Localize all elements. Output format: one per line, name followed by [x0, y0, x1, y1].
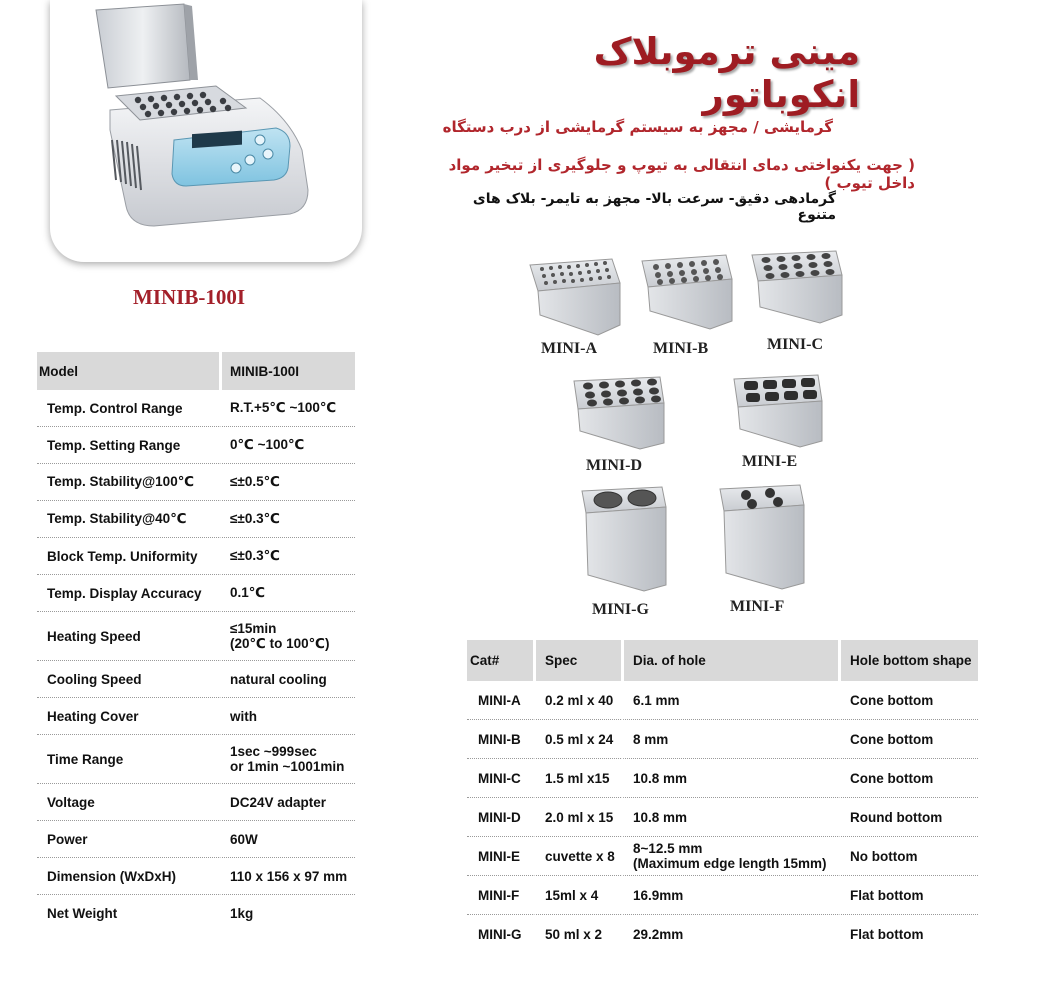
cat-bottom-shape: Round bottom: [838, 798, 978, 837]
table-row: [37, 661, 355, 698]
spec-label: Dimension (WxDxH): [37, 858, 219, 895]
cat-number: MINI-C: [467, 759, 533, 798]
cat-bottom-shape: Cone bottom: [838, 681, 978, 720]
cat-spec: 0.2 ml x 40: [533, 681, 621, 720]
table-row: [37, 858, 355, 895]
spec-value: 1kg: [219, 895, 355, 931]
spec-value-line: 1sec ~999sec: [230, 744, 317, 759]
cat-spec: 15ml x 4: [533, 876, 621, 915]
feature-line-3: گرمادهی دقیق- سرعت بالا- مجهز به تایمر- بلاک های متنوع: [472, 191, 836, 223]
spec-label: Temp. Stability@100℃: [37, 464, 219, 501]
catalog-table: [467, 640, 978, 953]
header-cell: Hole bottom shape: [838, 640, 978, 681]
table-row: [37, 735, 355, 784]
cat-bottom-shape: Cone bottom: [838, 720, 978, 759]
header-cell: MINIB-100I: [219, 352, 355, 390]
table-row: [37, 612, 355, 661]
spec-value: [219, 735, 355, 784]
table-row: [37, 895, 355, 931]
spec-label: Temp. Setting Range: [37, 427, 219, 464]
product-photo: [50, 0, 362, 262]
header-cell: Cat#: [467, 640, 533, 681]
block-mini-g: [582, 487, 666, 591]
spec-value: 60W: [219, 821, 355, 858]
cat-hole-diameter: [621, 837, 838, 876]
header-cell: Spec: [533, 640, 621, 681]
table-row: [467, 798, 978, 837]
block-mini-d: [574, 377, 664, 449]
cat-bottom-shape: Flat bottom: [838, 876, 978, 915]
cat-number: MINI-D: [467, 798, 533, 837]
table-row: [37, 821, 355, 858]
block-label-mini-b: MINI-B: [653, 340, 709, 357]
table-header-row: [37, 352, 355, 390]
cat-spec: 50 ml x 2: [533, 915, 621, 953]
block-label-mini-d: MINI-D: [586, 457, 642, 474]
spec-label: Heating Cover: [37, 698, 219, 735]
spec-value: with: [219, 698, 355, 735]
page-title: مینی ترموبلاک انکوباتور: [593, 30, 860, 116]
block-label-mini-a: MINI-A: [541, 340, 597, 357]
feature-line-1: گرمایشی / مجهز به سیستم گرمایشی از درب دستگاه: [442, 118, 833, 136]
cat-hole-diameter: 6.1 mm: [621, 681, 838, 720]
block-label-mini-f: MINI-F: [730, 598, 785, 615]
block-mini-e: [734, 375, 822, 447]
specification-table: [37, 352, 355, 931]
spec-value: R.T.+5℃ ~100℃: [219, 390, 355, 427]
spec-label: Net Weight: [47, 905, 118, 921]
table-row: [37, 575, 355, 612]
cat-number: MINI-A: [467, 681, 533, 720]
table-row: [37, 784, 355, 821]
cat-number: MINI-F: [467, 876, 533, 915]
header-cell: Dia. of hole: [621, 640, 838, 681]
table-row: [467, 876, 978, 915]
table-row: [37, 698, 355, 735]
block-label-mini-c: MINI-C: [767, 336, 823, 353]
block-mini-f: [720, 485, 804, 589]
product-model-caption: MINIB-100I: [133, 285, 246, 309]
cat-hole-diameter: 29.2mm: [621, 915, 838, 953]
feature-line-2: ( جهت یکنواختی دمای انتقالی به تیوپ و جلوگیری از تبخیر مواد داخل تیوب ): [448, 156, 915, 192]
cat-hole-diameter: 16.9mm: [621, 876, 838, 915]
thermoblock-device-image: [50, 0, 362, 262]
header-cell: Model: [37, 352, 219, 390]
cat-bottom-shape: Flat bottom: [838, 915, 978, 953]
spec-label: Temp. Control Range: [37, 390, 219, 427]
spec-value: ≤±0.3℃: [219, 501, 355, 538]
cat-spec: cuvette x 8: [533, 837, 621, 876]
table-row: [467, 915, 978, 953]
spec-label: Block Temp. Uniformity: [37, 538, 219, 575]
table-row: [467, 720, 978, 759]
block-mini-c: [752, 251, 842, 323]
spec-label: Heating Speed: [37, 612, 219, 661]
spec-label: Temp. Display Accuracy: [37, 575, 219, 612]
table-row: [37, 538, 355, 575]
spec-value-line: ≤15min: [230, 620, 277, 636]
spec-value-line: or 1min ~1001min: [230, 759, 345, 774]
table-row: [467, 681, 978, 720]
spec-label: Voltage: [37, 784, 219, 821]
spec-value: ≤±0.5℃: [219, 464, 355, 501]
table-row: [467, 759, 978, 798]
cat-bottom-shape: No bottom: [838, 837, 978, 876]
table-row: [467, 837, 978, 876]
spec-value: 110 x 156 x 97 mm: [219, 858, 355, 895]
cat-hole-line: 8~12.5 mm: [633, 841, 703, 856]
cat-hole-diameter: 10.8 mm: [621, 759, 838, 798]
cat-number: MINI-G: [478, 926, 522, 942]
table-row: [37, 501, 355, 538]
heating-blocks-gallery: [520, 245, 860, 625]
cat-spec: 2.0 ml x 15: [533, 798, 621, 837]
block-label-mini-e: MINI-E: [742, 453, 798, 470]
spec-value: natural cooling: [219, 661, 355, 698]
spec-value: 0.1℃: [219, 575, 355, 612]
table-row: [37, 390, 355, 427]
spec-label: Temp. Stability@40℃: [37, 501, 219, 538]
cat-hole-diameter: 8 mm: [621, 720, 838, 759]
spec-value: ≤±0.3℃: [219, 538, 355, 575]
spec-value: [219, 612, 355, 661]
spec-value-line: (20℃ to 100℃): [230, 635, 330, 651]
cat-number: MINI-E: [467, 837, 533, 876]
cat-spec: 0.5 ml x 24: [533, 720, 621, 759]
heating-blocks-image: [520, 245, 860, 625]
cat-hole-diameter: 10.8 mm: [621, 798, 838, 837]
block-mini-b: [642, 255, 732, 329]
cat-hole-line: (Maximum edge length 15mm): [633, 856, 827, 871]
spec-label: Time Range: [37, 735, 219, 784]
spec-value: 0℃ ~100℃: [219, 427, 355, 464]
block-mini-a: [530, 259, 620, 335]
table-row: [37, 464, 355, 501]
block-label-mini-g: MINI-G: [592, 601, 649, 618]
table-header-row: [467, 640, 978, 681]
spec-label: Power: [37, 821, 219, 858]
spec-value: DC24V adapter: [219, 784, 355, 821]
spec-label: Cooling Speed: [37, 661, 219, 698]
cat-spec: 1.5 ml x15: [533, 759, 621, 798]
cat-bottom-shape: Cone bottom: [838, 759, 978, 798]
table-row: [37, 427, 355, 464]
cat-number: MINI-B: [467, 720, 533, 759]
